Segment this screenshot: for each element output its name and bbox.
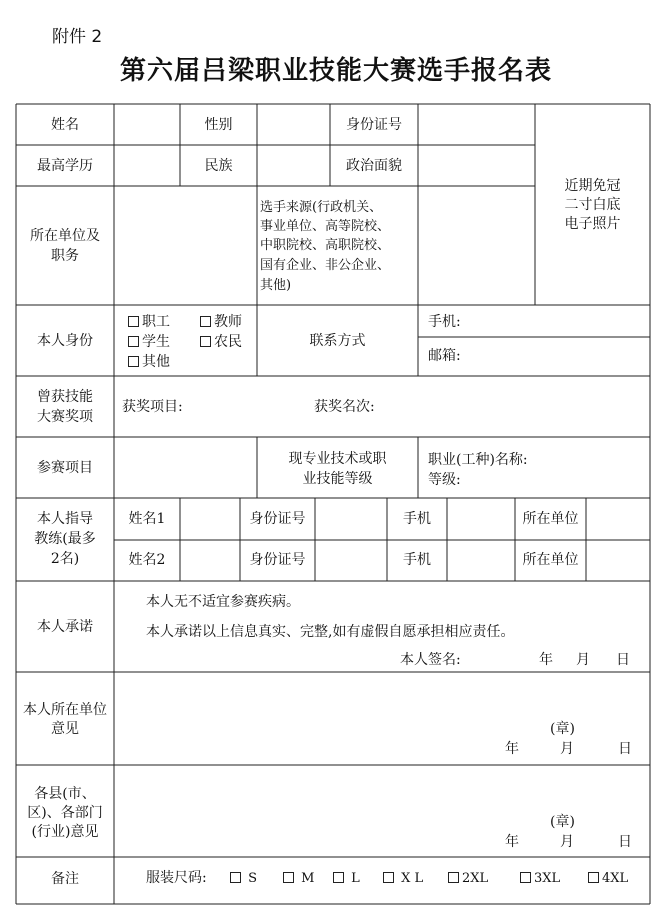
label-coach2-phone: 手机 (403, 552, 431, 568)
county-year: 年 (505, 834, 519, 850)
label-awards-1: 曾获技能 (37, 389, 93, 405)
label-employer-1: 所在单位及 (30, 228, 100, 244)
label-coach1-id: 身份证号 (249, 511, 306, 527)
checkbox-icon (128, 316, 139, 327)
label-employer-2: 职务 (51, 248, 79, 264)
label-education: 最高学历 (37, 158, 93, 174)
label-gender: 性别 (204, 117, 233, 133)
checkbox-icon (283, 872, 294, 883)
label-entry-item: 参赛项目 (37, 460, 93, 476)
label-coach-1: 本人指导 (37, 511, 93, 527)
size-3xl[interactable]: 3XL (520, 870, 560, 887)
label-remarks: 备注 (51, 871, 79, 887)
size-l[interactable]: L (333, 870, 360, 887)
label-coach-3: 2名) (50, 551, 80, 567)
label-coach1-phone: 手机 (403, 511, 431, 527)
size-m[interactable]: M (283, 870, 314, 887)
label-award-rank: 获奖名次: (314, 399, 375, 415)
label-coach2-id: 身份证号 (249, 552, 306, 568)
label-skill-level-2: 业技能等级 (302, 471, 373, 487)
label-coach1-unit: 所在单位 (522, 511, 579, 527)
label-coach2-name: 姓名2 (128, 552, 166, 568)
checkbox-icon (230, 872, 241, 883)
option-teacher[interactable]: 教师 (200, 314, 242, 331)
checkbox-icon (588, 872, 599, 883)
source-note-5: 其他) (260, 278, 292, 293)
label-coach2-unit: 所在单位 (522, 552, 579, 568)
size-xl[interactable]: X L (383, 870, 423, 887)
size-s[interactable]: S (230, 870, 257, 887)
label-county-1: 各县(市、 (34, 786, 96, 802)
label-skill-level-1: 现专业技术或职 (288, 451, 387, 467)
option-other[interactable]: 其他 (128, 354, 170, 371)
label-phone: 手机: (428, 314, 461, 330)
pledge-day: 日 (616, 652, 630, 668)
label-contact: 联系方式 (309, 333, 366, 349)
label-identity: 本人身份 (37, 333, 93, 349)
checkbox-icon (128, 336, 139, 347)
label-unit-opinion-1: 本人所在单位 (23, 702, 107, 718)
photo-note-1: 近期免冠 (564, 178, 621, 194)
checkbox-icon (520, 872, 531, 883)
checkbox-icon (200, 316, 211, 327)
option-worker[interactable]: 职工 (128, 314, 170, 331)
label-id-number: 身份证号 (346, 117, 402, 133)
county-day: 日 (618, 834, 632, 850)
label-political-status: 政治面貌 (346, 158, 402, 174)
unit-month: 月 (560, 741, 574, 757)
size-4xl[interactable]: 4XL (588, 870, 628, 887)
source-note-4: 国有企业、非公企业、 (260, 258, 391, 273)
pledge-text-2: 本人承诺以上信息真实、完整,如有虚假自愿承担相应责任。 (146, 624, 515, 640)
unit-seal: (章) (550, 721, 575, 737)
label-coach1-name: 姓名1 (128, 511, 166, 527)
label-clothing-size: 服装尺码: (146, 870, 207, 886)
checkbox-icon (383, 872, 394, 883)
source-note-1: 选手来源(行政机关、 (260, 200, 383, 215)
label-awards-2: 大赛奖项 (37, 409, 93, 425)
label-county-3: (行业)意见 (31, 824, 99, 840)
option-farmer[interactable]: 农民 (200, 334, 242, 351)
checkbox-icon (128, 356, 139, 367)
label-coach-2: 教练(最多 (34, 531, 96, 547)
label-pledge: 本人承诺 (37, 619, 93, 635)
label-name: 姓名 (51, 117, 79, 133)
attachment-label: 附件 2 (52, 27, 103, 47)
label-signature: 本人签名: (400, 652, 461, 668)
label-ethnicity: 民族 (204, 158, 233, 174)
label-award-item: 获奖项目: (122, 399, 183, 415)
pledge-year: 年 (539, 652, 553, 668)
source-note-3: 中职院校、高职院校、 (260, 238, 391, 253)
label-grade: 等级: (428, 472, 461, 488)
label-county-2: 区)、各部门 (27, 805, 103, 821)
county-month: 月 (560, 834, 574, 850)
unit-year: 年 (505, 741, 519, 757)
size-2xl[interactable]: 2XL (448, 870, 488, 887)
checkbox-icon (333, 872, 344, 883)
form-title: 第六届吕梁职业技能大赛选手报名表 (119, 56, 552, 86)
county-seal: (章) (550, 814, 575, 830)
label-occupation-name: 职业(工种)名称: (428, 452, 528, 468)
source-note-2: 事业单位、高等院校、 (260, 219, 391, 234)
photo-note-3: 电子照片 (564, 216, 621, 232)
checkbox-icon (200, 336, 211, 347)
option-student[interactable]: 学生 (128, 334, 170, 351)
label-unit-opinion-2: 意见 (51, 721, 79, 737)
pledge-month: 月 (576, 652, 590, 668)
unit-day: 日 (618, 741, 632, 757)
checkbox-icon (448, 872, 459, 883)
photo-note-2: 二寸白底 (564, 197, 621, 213)
pledge-text-1: 本人无不适宜参赛疾病。 (146, 594, 300, 610)
label-email: 邮箱: (428, 348, 461, 364)
